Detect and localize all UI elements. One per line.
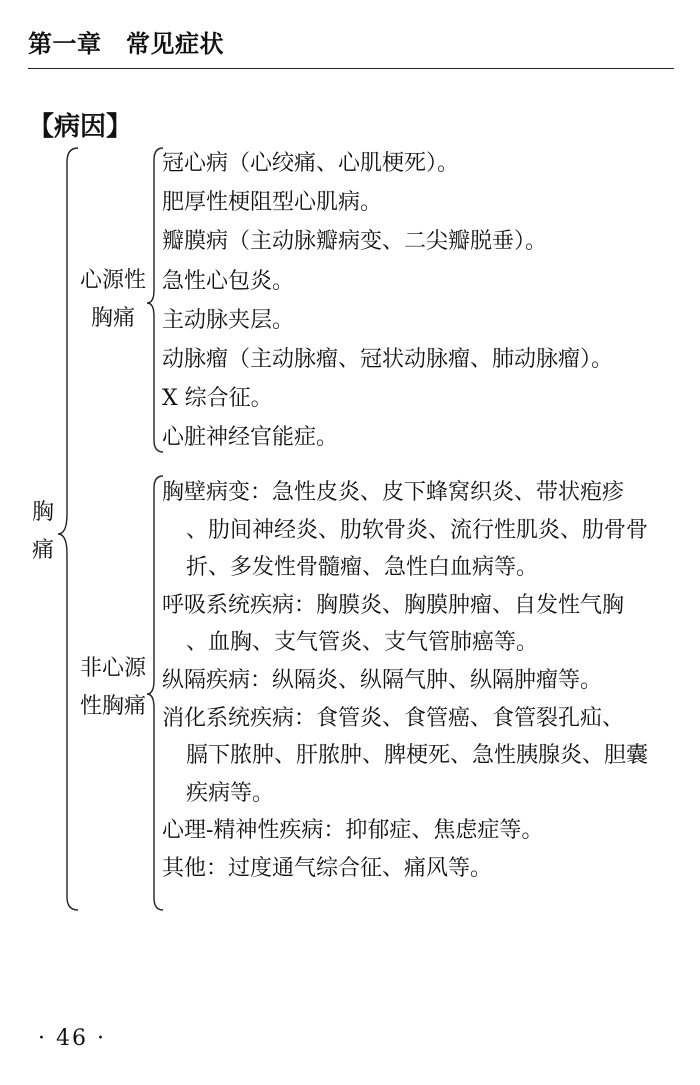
cardiac-cause-list (162, 144, 613, 458)
cardiac-item: 心脏神经官能症。 (162, 425, 339, 451)
root-label-chest-pain: 胸 痛 (31, 500, 54, 563)
chapter-title: 第一章 常见症状 (28, 30, 224, 58)
group-label-noncardiac-text: 非心源 性胸痛 (79, 656, 146, 719)
noncardiac-item: 其他：过度通气综合征、痛风等。 (162, 855, 493, 881)
group-label-cardiac-text: 心源性 胸痛 (79, 268, 146, 331)
page-number: · 46 · (38, 1026, 106, 1051)
noncardiac-item: 胸壁病变：急性皮炎、皮下蜂窝织炎、带状疱疹 、肋间神经炎、肋软骨炎、流行性肌炎、肋骨骨 折、多发性骨髓瘤、急性白血病等。 (162, 480, 649, 581)
noncardiac-item: 心理-精神性疾病：抑郁症、焦虑症等。 (162, 818, 544, 844)
cardiac-item: 急性心包炎。 (162, 268, 295, 294)
cardiac-item: 冠心病（心绞痛、心肌梗死）。 (162, 151, 460, 176)
cardiac-item: X 综合征。 (162, 386, 273, 412)
cardiac-item: 动脉瘤（主动脉瘤、冠状动脉瘤、肺动脉瘤）。 (162, 346, 614, 372)
group-label-noncardiac (68, 650, 158, 726)
section-heading: 【病因】 (28, 112, 133, 142)
noncardiac-item: 呼吸系统疾病：胸膜炎、胸膜肿瘤、自发性气胸 、血胸、支气管炎、支气管肺癌等。 (162, 592, 625, 656)
group-label-cardiac (70, 262, 156, 338)
cardiac-item: 瓣膜病（主动脉瓣病变、二尖瓣脱垂）。 (162, 229, 548, 255)
cardiac-item: 肥厚性梗阻型心肌病。 (162, 190, 383, 216)
noncardiac-item: 消化系统疾病：食管炎、食管癌、食管裂孔疝、 膈下脓肿、肝脓肿、脾梗死、急性胰腺炎、胆囊 疾病等。 (162, 705, 649, 806)
cardiac-item: 主动脉夹层。 (162, 307, 295, 333)
noncardiac-cause-list (162, 474, 676, 888)
noncardiac-item: 纵隔疾病：纵隔炎、纵隔气肿、纵隔肿瘤等。 (162, 667, 603, 693)
